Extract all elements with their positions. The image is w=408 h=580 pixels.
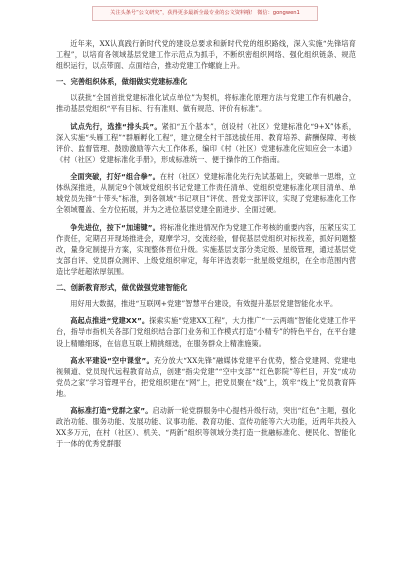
intro-paragraph: 近年来，XX认真践行新时代党的建设总要求和新时代党的组织路线，深入实施“先锋培育工程”，以培育各领域基层党建工作示范点为抓手，不断织密组织网络、强化组织链条、规范组织运行，以点带面、点面结合，推动党建工作螺旋上升。 xyxy=(56,39,356,71)
item-text: 紧扣“五个基本”，创设村（社区）党建标准化“9+X”体系，深入实施“头雁工程”“群雁孵化工程”，建立健全村干部选拔任用、教育培养、薪酬保障、考核评价、监督管理、鼓励激励等六大工作体系，编印《村（社区）党建标准化应知应会一本通》《村（社区）党建标准化手册》，形成标准统一、便于操作的工作指南。 xyxy=(56,121,356,164)
item-lead: 高水平建设“空中课堂”。 xyxy=(70,355,154,365)
item-text: 将标准化推进情况作为党建工作考核的重要内容，压紧压实工作责任，定期召开现场推进会，观摩学习，交流经验，督促基层党组织对标找差，抓好问题整改，量身定制提升方案，实现整体晋位升级。实施基层支部分类定级、星级管理，通过基层党支部自评、党员群众测评、上级党组织审定，每年评选表彰一批星级党组织，在全市范围内营造比学赶超浓厚氛围。 xyxy=(56,222,357,276)
item-lead: 高起点推进“党建XX”。 xyxy=(70,316,150,326)
item-lead: 试点先行，选推“排头兵”。 xyxy=(70,121,162,131)
section-intro-2: 用好用大数据，推进“互联网+党建”智慧平台建设，有效提升基层党建智能化水平。 xyxy=(70,299,338,309)
section-2-item-1 xyxy=(56,315,356,348)
item-lead: 高标准打造“党群之家”。 xyxy=(70,406,153,416)
section-2-item-3 xyxy=(56,405,356,449)
section-1-item-3 xyxy=(56,222,356,277)
section-1-item-2 xyxy=(56,171,356,215)
section-intro-1: 以获批“全国首批党建标准化试点单位”为契机，将标准化原理方法与党建工作有机融合，推动基层党组织“平有目标、行有准则、做有规范、评价有标准”。 xyxy=(56,93,356,114)
item-text: 在村（社区）党建标准化先行先试基础上，突破单一思维，立体纵深推进，从制定9个领域党组织书记党建工作责任清单、党组织党建标准化项目清单、单城党员先锋“十带头”标准，到各领域“书记项目”评优、晋党支部评议，实现了党建标准化工作全领域覆盖、全方位拓展，并为之进位基层党建全面进步、全面过硬。 xyxy=(56,172,357,215)
item-lead: 全面突破，打好“组合拳”。 xyxy=(70,172,160,182)
item-text: 探索实施“党建XX工程”，大力推广“一云两端”智能化党建工作平台，指导市指机关各部门党组织结合部门业务和工作模式打造“小精专”的特色平台，在平台建设上精雕细琢，在信息互联上精挑细选，在服务群众上精准施策。 xyxy=(56,316,356,348)
document-body xyxy=(56,38,356,456)
header-banner: 关注头条号“公文研究”，获得更多最新全最专业的公文资料哦！ 微信：gongwen1 xyxy=(92,6,318,21)
section-2-item-2 xyxy=(56,355,356,399)
section-1-item-1 xyxy=(56,121,356,165)
item-text: 充分放大“XX先锋”融媒体党建平台优势，整合党建网、党建电视频道、党员现代远程教育站点，创建“指尖党建”“空中支部”“红色影院”等栏目，开发“成功党员之家”学习管理平台，把党组织建在“网”上，把党员聚在“线”上，筑牢“线上”党员教育阵地。 xyxy=(56,355,356,398)
item-lead: 争先进位，按下“加速键”。 xyxy=(70,222,160,232)
item-text: 启动新一轮党群服务中心提档升级行动，突出“红色”主题，强化政治功能、服务功能、发展功能、议事功能、教育功能、宣传功能等六大功能，近两年共投入XX多万元，在村（社区）、机关、“两新”组织等领域分类打造一批融标准化、便民化、智能化于一体的优秀党群服 xyxy=(56,406,357,449)
section-heading-2: 二、创新教育形式，做优做强党建智能化 xyxy=(56,283,188,293)
section-heading-1: 一、完善组织体系，做细做实党建标准化 xyxy=(56,77,188,87)
